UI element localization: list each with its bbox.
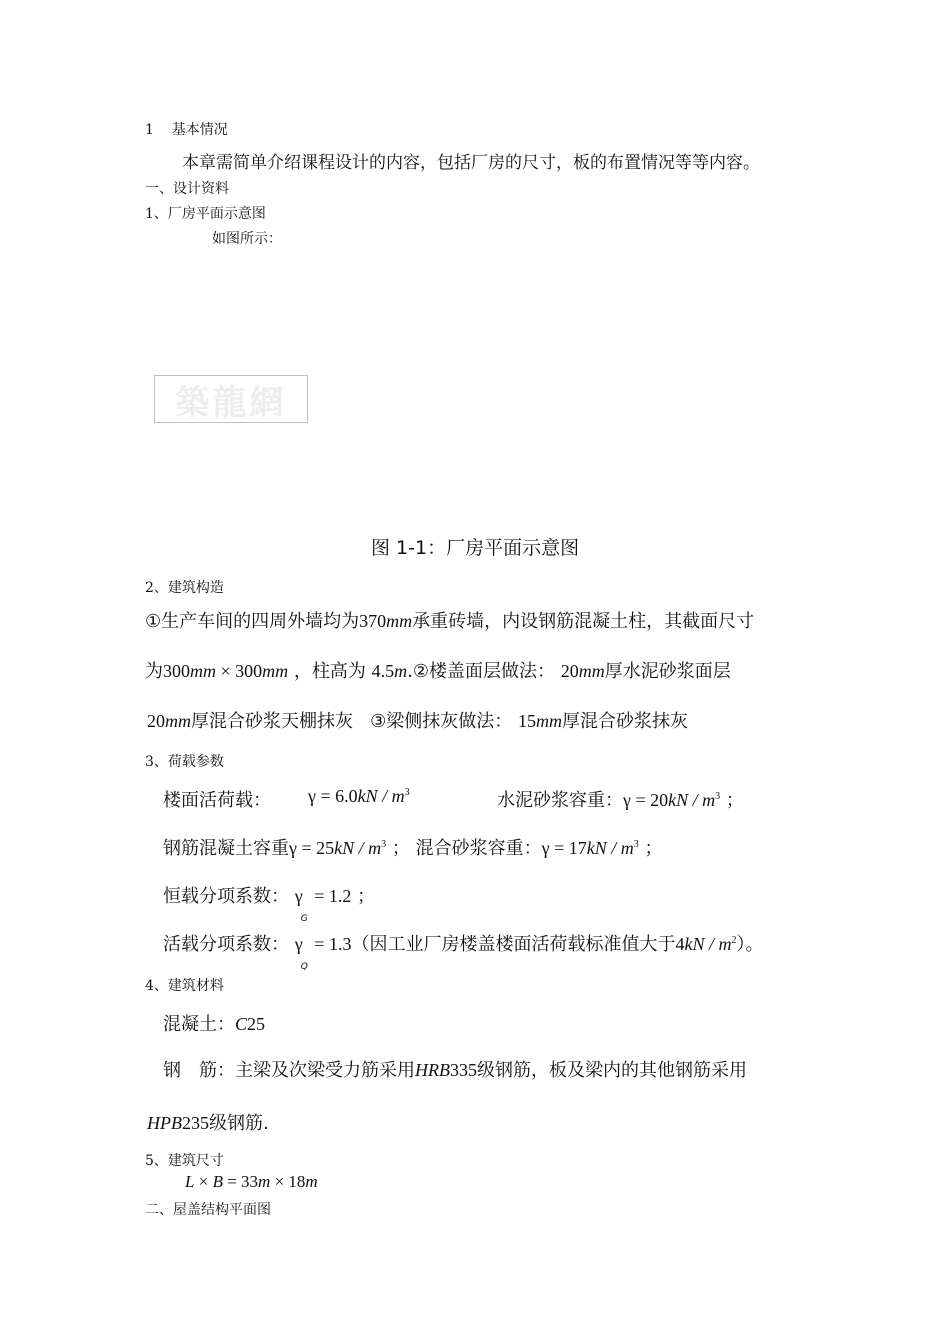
section-number: 1 — [145, 122, 154, 138]
construction-line-1: ①生产车间的四周外墙均为370mm承重砖墙，内设钢筋混凝土柱，其截面尺寸 — [145, 611, 755, 632]
intro-paragraph: 本章需简单介绍课程设计的内容，包括厂房的尺寸，板的布置情况等等内容。 — [182, 153, 760, 173]
dimensions-formula: L × B = 33m × 18m — [185, 1172, 318, 1191]
materials-concrete: 混凝土：C25 — [163, 1014, 266, 1035]
heading-dimensions: 5、建筑尺寸 — [145, 1153, 224, 1169]
section-title: 基本情况 — [171, 122, 228, 138]
heading-roof-plan: 二、屋盖结构平面图 — [145, 1202, 271, 1218]
heading-materials: 4、建筑材料 — [145, 978, 224, 994]
heading-construction: 2、建筑构造 — [145, 580, 224, 596]
heading-loads: 3、荷载参数 — [145, 754, 224, 770]
loads-line-4: 活载分项系数： $\gamma_Q = 1.3$（因工业厂房楼盖楼面活荷载标准值大于$4kN / m^2$）。 — [163, 934, 764, 972]
watermark-logo: 築龍網 — [154, 375, 308, 423]
materials-rebar-line-2: HPB235级钢筋. — [147, 1113, 269, 1134]
as-shown-text: 如图所示： — [212, 231, 282, 247]
materials-rebar-line-1: 钢 筋：主梁及次梁受力筋采用HRB335级钢筋，板及梁内的其他钢筋采用 — [163, 1060, 747, 1081]
loads-line-1: 楼面活荷载： — [163, 790, 271, 811]
heading-plan-diagram: 1、厂房平面示意图 — [145, 206, 266, 222]
loads-line-2: 钢筋混凝土容重$\gamma = 25kN / m^3$ ； 混合砂浆容重：$\gamma = 17kN / m^3$ ； — [163, 838, 663, 859]
cement-mortar-density: 水泥砂浆容重：$\gamma = 20kN / m^3$ ； — [497, 790, 744, 811]
section-heading — [145, 119, 228, 139]
construction-line-3: 20mm厚混合砂浆天棚抹灰 ③梁侧抹灰做法： 15mm厚混合砂浆抹灰 — [147, 711, 689, 732]
heading-design-data: 一、设计资料 — [145, 181, 229, 197]
floor-live-load-formula: $\gamma = 6.0kN / m^3$ — [308, 786, 410, 806]
construction-line-2: 为300mm × 300mm ，柱高为 4.5m.②楼盖面层做法： 20mm厚水泥砂浆面层 — [145, 661, 731, 682]
loads-line-3: 恒载分项系数： $\gamma_G = 1.2$ ； — [163, 886, 376, 924]
figure-caption: 图 1-1：厂房平面示意图 — [371, 537, 580, 559]
